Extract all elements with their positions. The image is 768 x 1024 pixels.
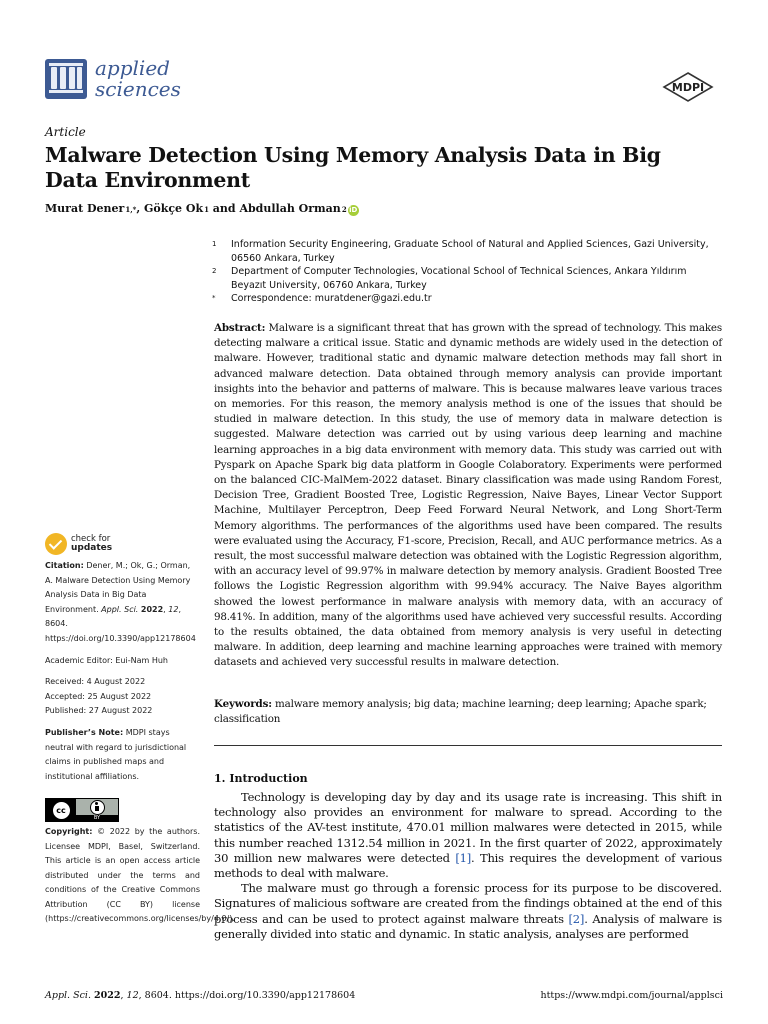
abstract-text: Malware is a significant threat that has grown with the spread of technology. This makes detecting malware a critical issue. Static and dynamic methods are widely used in the detection of malware. However, traditional static and dynamic malware detection methods may fall short in advanced malware detection. Data obtained through memory analysis can provide important insights into the behavior and patterns of malware. This is because malwares leave various traces on memories. For this reason, the memory analysis method is one of the issues that should be studied in malware detection. In this study, the use of memory data in malware detection is suggested. Malware detection was carried out by using various deep learning and machine learning approaches in a big data environment with memory data. This study was carried out with Pyspark on Apache Spark big data platform in Google Colaboratory. Experiments were performed on the balanced CIC-MalMem-2022 dataset. Binary classification was made using Random Forest, Decision Tree, Gradient Boosted Tree, Logistic Regression, Naive Bayes, Linear Vector Support Machine, Multilayer Perceptron, Deep Feed Forward Neural Network, and Long Short-Term Memory algorithms. The performances of the algorithms used have been compared. The results were evaluated using the Accuracy, F1-score, Precision, Recall, and AUC performance metrics. As a result, the most successful malware detection was obtained with the Logistic Regression algorithm, with an accuracy level of 99.97% in malware detection by memory analysis. Gradient Boosted Tree follows the Logistic Regression algorithm with 99.94% accuracy. The Naive Bayes algorithm showed the lowest performance in malware analysis with memory data, with an accuracy of 98.41%. In addition, many of the algorithms used have achieved very successful results. According to the results obtained, the data obtained from memory analysis is very useful in detecting malware. In addition, deep learning and machine learning approaches were trained with memory datasets and achieved very successful results in malware detection. bbox=[214, 322, 723, 669]
affiliation-item bbox=[212, 292, 722, 306]
affiliation-text: Department of Computer Technologies, Vocational School of Technical Sciences, Ankara Yıldırım Beyazıt University, 06760 Ankara, Turkey bbox=[231, 266, 687, 291]
author-separator: , bbox=[136, 202, 144, 215]
section-divider bbox=[214, 745, 722, 746]
orcid-icon[interactable]: iD bbox=[349, 206, 358, 214]
publisher-logo bbox=[662, 72, 714, 102]
author-name[interactable]: Gökçe Ok bbox=[143, 202, 204, 215]
publisher-note: Publisher’s Note: MDPI stays neutral with regard to jurisdictional claims in published maps and institutional affiliations. bbox=[45, 728, 187, 781]
check-updates-label: updates bbox=[71, 543, 113, 553]
footer-journal-url[interactable]: https://www.mdpi.com/journal/applsci bbox=[540, 990, 723, 1001]
citation: Citation: Dener, M.; Ok, G.; Orman, A. Malware Detection Using Memory Analysis Data in Big Data Environment. Appl. Sci. 2022, 12, 8604. https://doi.org/10.3390/app12178604 bbox=[45, 561, 196, 643]
affiliations bbox=[212, 238, 722, 306]
published-date: Published: 27 August 2022 bbox=[45, 706, 153, 715]
keywords-label: Keywords: bbox=[214, 698, 272, 710]
author-name[interactable]: Murat Dener bbox=[45, 202, 125, 215]
keywords bbox=[214, 697, 722, 727]
svg-text:MDPI: MDPI bbox=[671, 81, 705, 94]
abstract bbox=[214, 321, 722, 671]
cc-by-license-badge[interactable] bbox=[45, 798, 119, 822]
affiliation-mark: 1 bbox=[212, 240, 217, 248]
affiliation-mark: * bbox=[212, 294, 216, 302]
citation-label: Citation: bbox=[45, 561, 84, 570]
paragraph: The malware must go through a forensic process for its purpose to be discovered. Signatures of malicious software are created from the findings obtained at the end of this process and can be used to protect against malware threats [2]. Analysis of malware is generally divided into static and dynamic. In static analysis, analyses are performed bbox=[214, 881, 722, 941]
affiliation-text: Information Security Engineering, Graduate School of Natural and Applied Sciences, Gazi University, 06560 Ankara, Turkey bbox=[231, 239, 709, 264]
body-text bbox=[214, 790, 722, 942]
accepted-date: Accepted: 25 August 2022 bbox=[45, 691, 152, 701]
author-affil-mark: 1,* bbox=[125, 205, 137, 214]
page-footer bbox=[45, 990, 723, 1001]
article-title: Malware Detection Using Memory Analysis Data in Big Data Environment bbox=[45, 143, 661, 192]
attribution-icon bbox=[90, 800, 105, 815]
checkmark-icon bbox=[45, 533, 67, 555]
check-updates-label: check for bbox=[71, 534, 111, 544]
author-separator: and bbox=[208, 202, 240, 215]
author-name[interactable]: Abdullah Orman bbox=[239, 202, 341, 215]
paragraph: Technology is developing day by day and its usage rate is increasing. This shift in technology also provides an environment for malware to spread. According to the statistics of the AV-test institute, 470.01 million malwares were detected in 2015, while this number reached 1312.54 million in 2021. In the first quarter of 2022, approximately 30 million new malwares were detected [1]. This requires the development of various methods to deal with malware. bbox=[214, 790, 723, 881]
check-for-updates-button[interactable] bbox=[45, 533, 112, 555]
article-type: Article bbox=[45, 125, 86, 139]
copyright-notice: Copyright: © 2022 by the authors. Licensee MDPI, Basel, Switzerland. This article is an open access article distributed under the terms and conditions of the Creative Commons Attribution (CC BY) license (https://creativecommons.org/licenses/by/4.0/). bbox=[45, 827, 235, 923]
affiliation-item bbox=[212, 265, 722, 292]
citation-doi-link[interactable]: , 8604. https://doi.org/10.3390/app12178604 bbox=[45, 604, 196, 643]
abstract-label: Abstract: bbox=[214, 322, 266, 334]
keywords-text: malware memory analysis; big data; machine learning; deep learning; Apache spark; classification bbox=[214, 698, 707, 726]
footer-citation: Appl. Sci. 2022, 12, 8604. https://doi.org/10.3390/app12178604 bbox=[45, 990, 356, 1001]
correspondence-text[interactable]: Correspondence: muratdener@gazi.edu.tr bbox=[231, 293, 432, 304]
reference-link[interactable]: [1] bbox=[455, 850, 472, 865]
journal-name: applied sciences bbox=[95, 56, 181, 101]
mdpi-logo-icon bbox=[662, 72, 714, 102]
by-label: BY bbox=[76, 815, 118, 821]
journal-logo-icon bbox=[45, 59, 87, 99]
reference-link[interactable]: [2] bbox=[568, 911, 585, 926]
section-heading: 1. Introduction bbox=[214, 772, 308, 785]
academic-editor: Academic Editor: Eui-Nam Huh bbox=[45, 656, 168, 665]
publication-dates bbox=[45, 675, 200, 719]
journal-logo bbox=[45, 58, 181, 100]
affiliation-item bbox=[212, 238, 722, 265]
received-date: Received: 4 August 2022 bbox=[45, 677, 146, 686]
creative-commons-icon: cc bbox=[53, 802, 70, 819]
author-list bbox=[45, 202, 359, 216]
author-affil-mark: 1 bbox=[204, 205, 209, 214]
affiliation-mark: 2 bbox=[212, 267, 217, 275]
author-affil-mark: 2 bbox=[341, 205, 347, 214]
